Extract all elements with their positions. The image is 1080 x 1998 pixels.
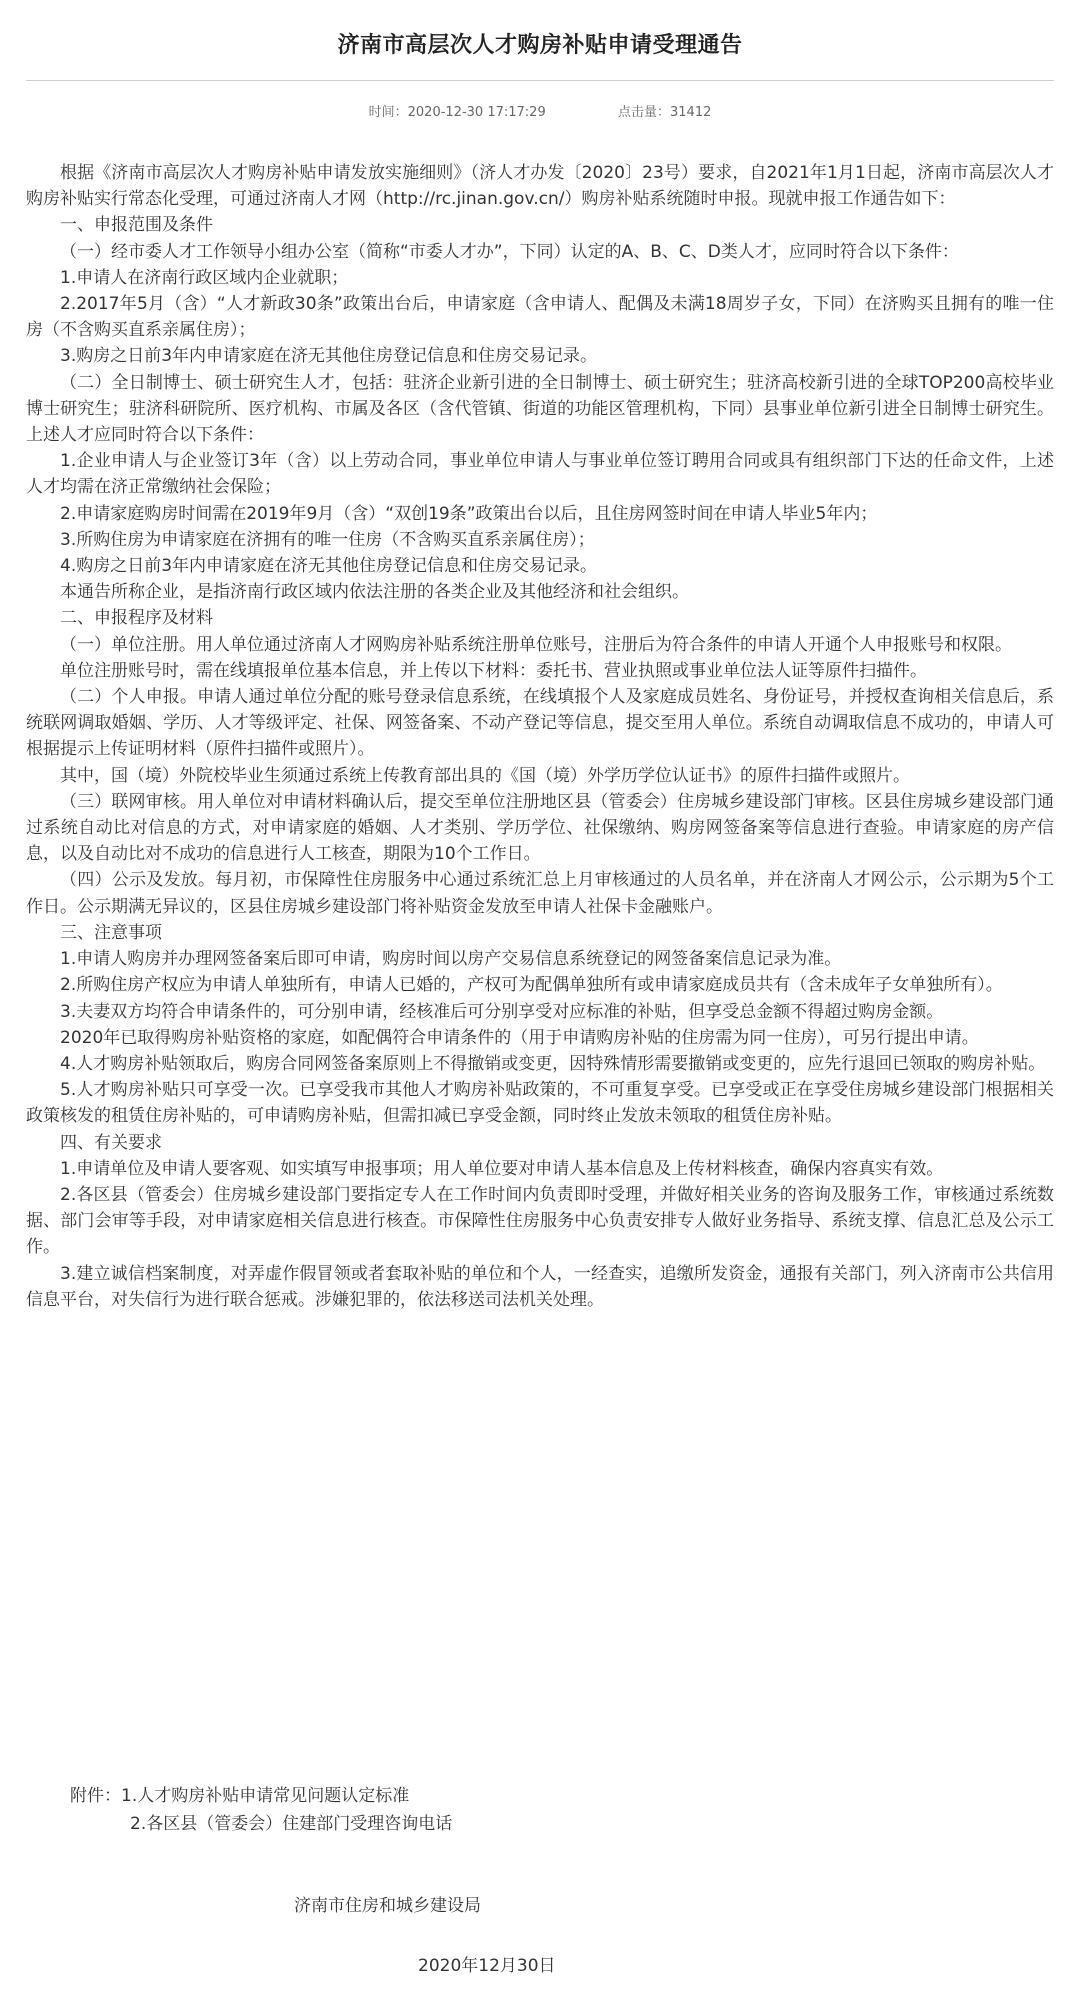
body-paragraph: 4.购房之日前3年内申请家庭在济无其他住房登记信息和住房交易记录。 [60,556,598,577]
article-body [26,160,1054,1313]
signature-org: 济南市住房和城乡建设局 [294,1896,481,1916]
body-paragraph: 3.购房之日前3年内申请家庭在济无其他住房登记信息和住房交易记录。 [60,346,598,367]
time-value: 2020-12-30 17:17:29 [407,105,546,120]
body-paragraph: 三、注意事项 [60,922,162,943]
body-paragraph: 5.人才购房补贴只可享受一次。已享受我市其他人才购房补贴政策的，不可重复享受。已享受或正在享受住房城乡建设部门根据相关政策核发的租赁住房补贴的，可申请购房补贴，但需扣减已享受金额，同时终止发放未领取的租赁住房补贴。 [26,1080,1054,1127]
clicks-value: 31412 [670,105,712,120]
body-paragraph: 本通告所称企业，是指济南行政区域内依法注册的各类企业及其他经济和社会组织。 [60,582,689,603]
body-paragraph: 2.各区县（管委会）住房城乡建设部门要指定专人在工作时间内负责即时受理，并做好相关业务的咨询及服务工作，审核通过系统数据、部门会审等手段，对申请家庭相关信息进行核查。市保障性住房服务中心负责安排专人做好业务指导、系统支撑、信息汇总及公示工作。 [26,1184,1054,1258]
body-paragraph: （一）经市委人才工作领导小组办公室（简称“市委人才办”，下同）认定的A、B、C、D类人才，应同时符合以下条件： [60,241,959,262]
body-paragraph: 一、申报范围及条件 [60,215,213,236]
body-paragraph: 1.申请单位及申请人要客观、如实填写申报事项；用人单位要对申请人基本信息及上传材料核查，确保内容真实有效。 [60,1158,944,1179]
article-meta [0,101,1080,120]
body-paragraph: 二、申报程序及材料 [60,608,213,629]
body-paragraph: 2.申请家庭购房时间需在2019年9月（含）“双创19条”政策出台以后，且住房网签时间在申请人毕业5年内； [60,503,878,524]
body-paragraph: 1.企业申请人与企业签订3年（含）以上劳动合同，事业单位申请人与事业单位签订聘用合同或具有组织部门下达的任命文件，上述人才均需在济正常缴纳社会保险； [26,451,1054,498]
body-paragraph: 四、有关要求 [60,1132,162,1153]
attachments [70,1782,452,1838]
body-paragraph: （一）单位注册。用人单位通过济南人才网购房补贴系统注册单位账号，注册后为符合条件的申请人开通个人申报账号和权限。 [60,634,1012,655]
time-label: 时间： [368,105,408,120]
body-paragraph: 根据《济南市高层次人才购房补贴申请发放实施细则》（济人才办发〔2020〕23号）要求，自2021年1月1日起，济南市高层次人才购房补贴实行常态化受理，可通过济南人才网（http://rc.jinan.gov.cn/）购房补贴系统随时申报。现就申报工作通告如下： [26,163,1054,210]
page-title: 济南市高层次人才购房补贴申请受理通告 [337,33,743,58]
body-paragraph: 2020年已取得购房补贴资格的家庭，如配偶符合申请条件的（用于申请购房补贴的住房需为同一住房），可另行提出申请。 [60,1027,979,1048]
attachment-item[interactable]: 2.各区县（管委会）住建部门受理咨询电话 [130,1814,453,1834]
body-paragraph: 3.所购住房为申请家庭在济拥有的唯一住房（不含购买直系亲属住房）； [60,529,595,550]
body-paragraph: 1.申请人购房并办理网签备案后即可申请，购房时间以房产交易信息系统登记的网签备案信息记录为准。 [60,949,842,970]
title-divider [26,80,1054,81]
attachment-item[interactable]: 1.人才购房补贴申请常见问题认定标准 [121,1786,410,1806]
body-paragraph: 单位注册账号时，需在线填报单位基本信息，并上传以下材料：委托书、营业执照或事业单位法人证等原件扫描件。 [60,660,927,681]
body-paragraph: 3.夫妻双方均符合申请条件的，可分别申请，经核准后可分别享受对应标准的补贴，但享受总金额不得超过购房金额。 [60,1001,944,1022]
body-paragraph: 1.申请人在济南行政区域内企业就职； [60,267,349,288]
body-paragraph: 3.建立诚信档案制度，对弄虚作假冒领或者套取补贴的单位和个人，一经查实，追缴所发资金，通报有关部门，列入济南市公共信用信息平台，对失信行为进行联合惩戒。涉嫌犯罪的，依法移送司法机关处理。 [26,1263,1054,1310]
body-paragraph: 4.人才购房补贴领取后，购房合同网签备案原则上不得撤销或变更，因特殊情形需要撤销或变更的，应先行退回已领取的购房补贴。 [60,1053,1046,1074]
body-paragraph: 2.2017年5月（含）“人才新政30条”政策出台后，申请家庭（含申请人、配偶及未满18周岁子女，下同）在济购买且拥有的唯一住房（不含购买直系亲属住房）； [26,294,1054,341]
body-paragraph: （二）个人申报。申请人通过单位分配的账号登录信息系统，在线填报个人及家庭成员姓名、身份证号，并授权查询相关信息后，系统联网调取婚姻、学历、人才等级评定、社保、网签备案、不动产登记等信息，提交至用人单位。系统自动调取信息不成功的，申请人可根据提示上传证明材料（原件扫描件或照片）。 [26,687,1054,760]
clicks-label: 点击量： [618,105,671,120]
body-paragraph: （四）公示及发放。每月初，市保障性住房服务中心通过系统汇总上月审核通过的人员名单，并在济南人才网公示，公示期为5个工作日。公示期满无异议的，区县住房城乡建设部门将补贴资金发放至申请人社保卡金融账户。 [26,870,1054,917]
body-paragraph: （二）全日制博士、硕士研究生人才，包括：驻济企业新引进的全日制博士、硕士研究生；驻济高校新引进的全球TOP200高校毕业博士研究生；驻济科研院所、医疗机构、市属及各区（含代管镇、街道的功能区管理机构，下同）县事业单位新引进全日制博士研究生。上述人才应同时符合以下条件： [26,372,1054,446]
body-paragraph: （三）联网审核。用人单位对申请材料确认后，提交至单位注册地区县（管委会）住房城乡建设部门审核。区县住房城乡建设部门通过系统自动比对信息的方式，对申请家庭的婚姻、人才类别、学历学位、社保缴纳、购房网签备案等信息进行查验。申请家庭的房产信息，以及自动比对不成功的信息进行人工核查，期限为10个工作日。 [26,791,1054,865]
signature-date: 2020年12月30日 [418,1956,556,1976]
attachments-label: 附件： [70,1786,121,1806]
body-paragraph: 2.所购住房产权应为申请人单独所有，申请人已婚的，产权可为配偶单独所有或申请家庭成员共有（含未成年子女单独所有）。 [60,975,1003,996]
body-paragraph: 其中，国（境）外院校毕业生须通过系统上传教育部出具的《国（境）外学历学位认证书》的原件扫描件或照片。 [60,765,910,786]
